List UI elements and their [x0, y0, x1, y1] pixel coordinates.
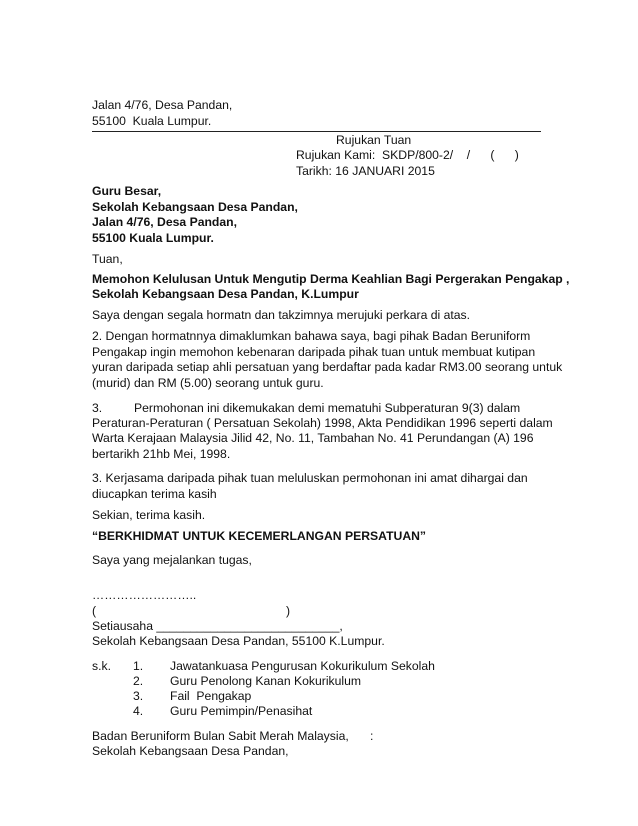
- signature-dots: ……………………..: [92, 588, 197, 602]
- footer-line2: Sekolah Kebangsaan Desa Pandan,: [92, 744, 289, 758]
- reference-ours: Rujukan Kami: SKDP/800-2/ / ( ): [296, 148, 519, 162]
- sender-address-line2: 55100 Kuala Lumpur.: [92, 114, 212, 128]
- paragraph-2-line3: yuran daripada setiap ahli persatuan yang berdaftar pada kadar RM3.00 seorang untuk: [92, 360, 563, 374]
- sk-label: s.k.: [92, 659, 111, 673]
- paragraph-3-line3: Warta Kerajaan Malaysia Jilid 42, No. 11, Tambahan No. 41 Perundangan (A) 196: [92, 431, 534, 445]
- sign-off: Saya yang mejalankan tugas,: [92, 553, 252, 567]
- signature-school: Sekolah Kebangsaan Desa Pandan, 55100 K.Lumpur.: [92, 634, 385, 648]
- recipient-line4: 55100 Kuala Lumpur.: [92, 231, 214, 245]
- sk-item-number: 1.: [133, 659, 144, 673]
- footer-line1: Badan Beruniform Bulan Sabit Merah Malaysia,: [92, 729, 349, 743]
- subject-line2: Sekolah Kebangsaan Desa Pandan, K.Lumpur: [92, 287, 359, 301]
- closing: Sekian, terima kasih.: [92, 508, 206, 522]
- footer-colon: :: [370, 729, 374, 743]
- paragraph-3-line2: Peraturan-Peraturan ( Persatuan Sekolah) 1998, Akta Pendidikan 1996 seperti dalam: [92, 416, 553, 430]
- sender-address-line1: Jalan 4/76, Desa Pandan,: [92, 98, 233, 112]
- recipient-line2: Sekolah Kebangsaan Desa Pandan,: [92, 200, 298, 214]
- paragraph-2-line1: 2. Dengan hormatnnya dimaklumkan bahawa saya, bagi pihak Badan Beruniform: [92, 329, 531, 343]
- recipient-line3: Jalan 4/76, Desa Pandan,: [92, 215, 237, 229]
- paragraph-3-line1: Permohonan ini dikemukakan demi mematuhi Subperaturan 9(3) dalam: [134, 401, 521, 415]
- sk-item-text: Fail Pengakap: [170, 689, 252, 703]
- paragraph-intro: Saya dengan segala hormatn dan takzimnya merujuki perkara di atas.: [92, 308, 471, 322]
- sk-item-number: 2.: [133, 674, 144, 688]
- reference-date: Tarikh: 16 JANUARI 2015: [296, 164, 435, 178]
- reference-yours: Rujukan Tuan: [336, 133, 412, 147]
- paragraph-2-line4: (murid) dan RM (5.00) seorang untuk guru.: [92, 376, 324, 390]
- recipient-line1: Guru Besar,: [92, 184, 162, 198]
- signature-name-open: (: [92, 604, 97, 618]
- paragraph-3-number: 3.: [92, 401, 103, 415]
- salutation: Tuan,: [92, 252, 123, 266]
- sk-item-number: 3.: [133, 689, 144, 703]
- paragraph-4-line2: diucapkan terima kasih: [92, 487, 217, 501]
- sk-item-text: Guru Penolong Kanan Kokurikulum: [170, 674, 362, 688]
- paragraph-3-line4: bertarikh 21hb Mei, 1998.: [92, 447, 231, 461]
- sk-item-number: 4.: [133, 704, 144, 718]
- signature-name-close: ): [286, 604, 291, 618]
- sk-item-text: Guru Pemimpin/Penasihat: [170, 704, 313, 718]
- sk-item-text: Jawatankuasa Pengurusan Kokurikulum Sekolah: [170, 659, 435, 673]
- motto: “BERKHIDMAT UNTUK KECEMERLANGAN PERSATUAN”: [92, 529, 427, 543]
- header-divider: [92, 131, 541, 132]
- signature-title: Setiausaha ___________________________,: [92, 619, 343, 633]
- subject-line1: Memohon Kelulusan Untuk Mengutip Derma Keahlian Bagi Pergerakan Pengakap ,: [92, 272, 570, 286]
- paragraph-4-line1: 3. Kerjasama daripada pihak tuan meluluskan permohonan ini amat dihargai dan: [92, 471, 528, 485]
- paragraph-2-line2: Pengakap ingin memohon kebenaran daripada pihak tuan untuk membuat kutipan: [92, 345, 536, 359]
